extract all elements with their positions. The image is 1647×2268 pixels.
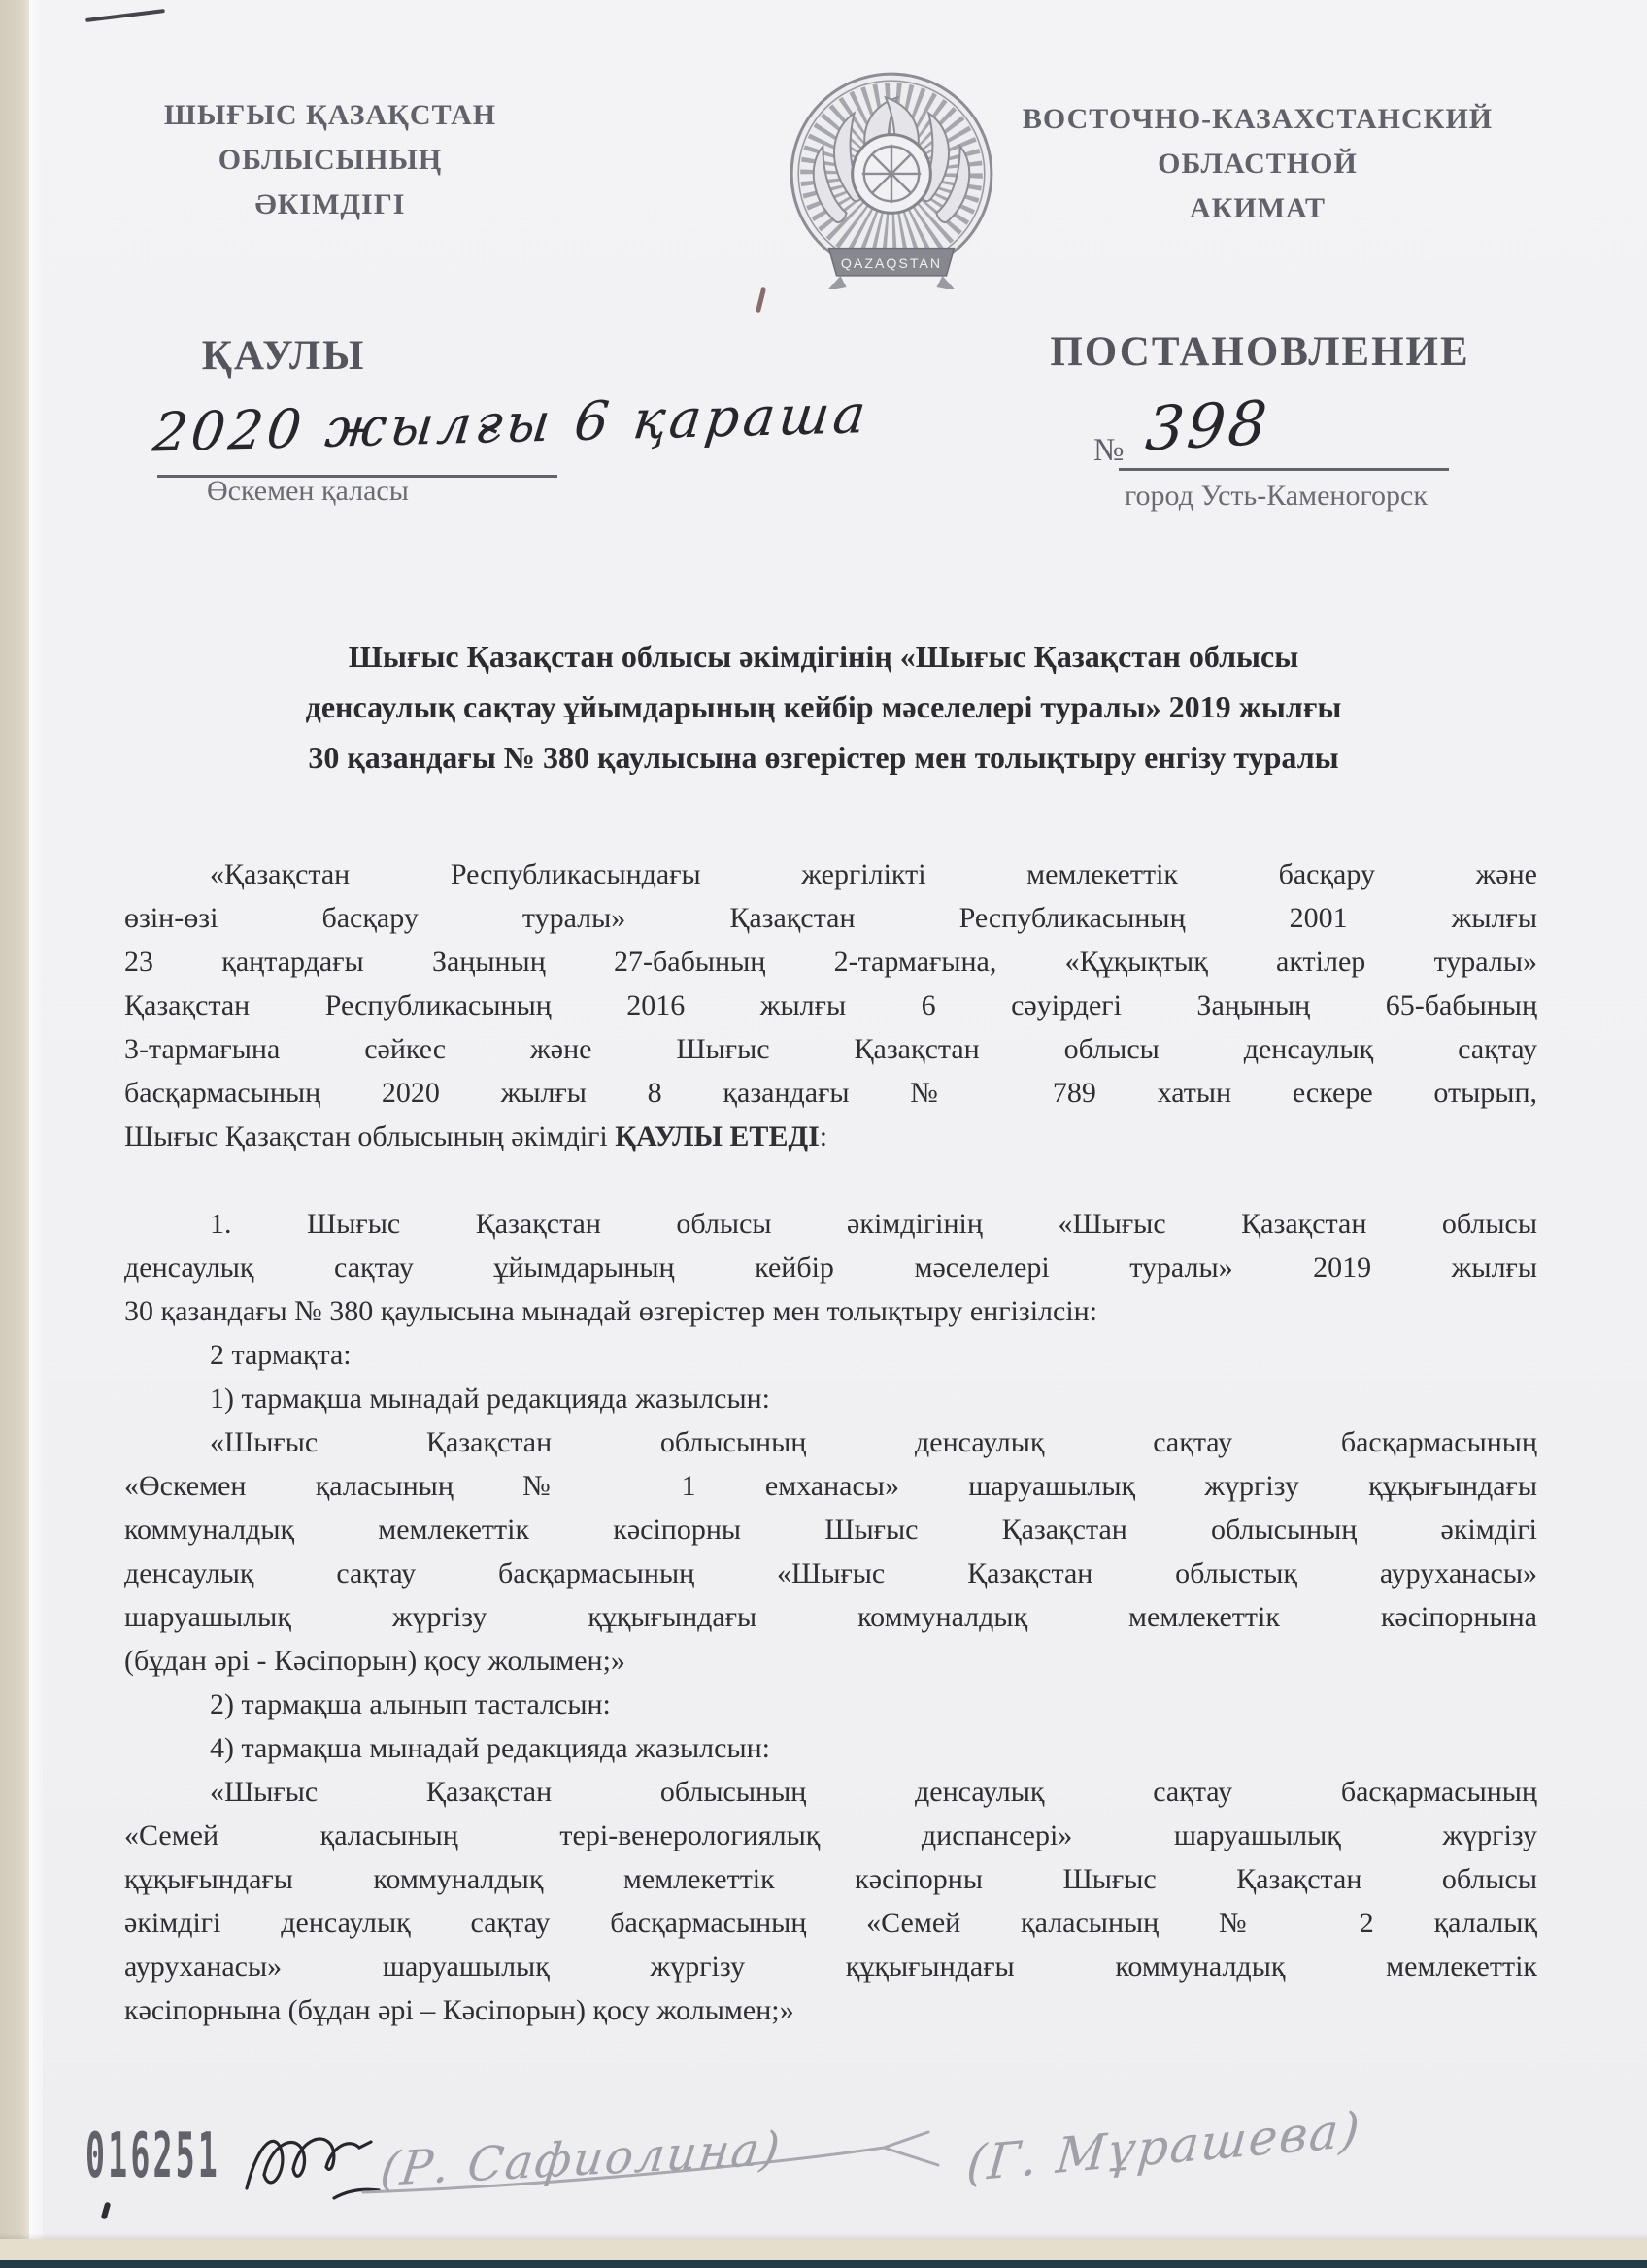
body-line: денсаулық сақтау ұйымдарының кейбір мәселелері туралы» 2019 жылғы [124,1251,1537,1284]
doc-type-russian: ПОСТАНОВЛЕНИЕ [1050,329,1470,375]
title-line: Шығыс Қазақстан облысы әкімдігінің «Шығыс Қазақстан облысы [348,639,1299,674]
body-line: шаруашылық жүргізу құқығындағы коммуналдық мемлекеттік кәсіпорнына [124,1601,1537,1633]
decree-body [124,852,1537,2032]
title-line: денсаулық сақтау ұйымдарының кейбір мәселелері туралы» 2019 жылғы [305,689,1342,724]
issuer-kk-line: ОБЛЫСЫНЫҢ [218,144,443,176]
issuer-ru-line: ОБЛАСТНОЙ [1158,148,1358,180]
body-line: денсаулық сақтау басқармасының «Шығыс Қазақстан облыстық ауруханасы» [124,1557,1537,1589]
pencil-signature-name-2: (Г. Мұрашева) [964,2100,1364,2193]
body-line: Қазақстан Республикасының 2016 жылғы 6 сәуірдегі Заңының 65-бабының [124,989,1537,1021]
paragraph-gap [124,1158,1537,1202]
doc-type-kazakh: ҚАУЛЫ [201,333,366,379]
body-line: 30 қазандағы № 380 қаулысына мынадай өзгерістер мен толықтыру енгізілсін: [124,1295,1098,1327]
body-line: «Өскемен қаласының № 1 емханасы» шаруашылық жүргізу құқығындағы [124,1470,1537,1502]
issuer-kk-line: ӘКІМДІГІ [254,188,406,220]
decree-title [134,631,1513,783]
title-line: 30 қазандағы № 380 қаулысына өзгерістер мен толықтыру енгізу туралы [308,740,1339,775]
form-serial-stamp: 016251 [85,2120,220,2192]
body-line: «Семей қаласының тері-венерологиялық диспансері» шаруашылық жүргізу [124,1819,1537,1851]
body-line: (бұдан әрі - Кәсіпорын) қосу жолымен;» [124,1645,625,1677]
body-line: ауруханасы» шаруашылық жүргізу құқығындағы коммуналдық мемлекеттік [124,1951,1537,1983]
resolution-keyword: ҚАУЛЫ ЕТЕДІ [615,1120,820,1152]
body-line: өзін-өзі басқару туралы» Қазақстан Республикасының 2001 жылғы [124,902,1537,934]
issuer-name-russian [1010,97,1505,231]
handwritten-date: 2020 жылғы 6 қараша [150,383,873,464]
number-sign: № [1093,433,1125,468]
body-line: басқармасының 2020 жылғы 8 қазандағы № 789 хатын ескере отырып, [124,1077,1537,1109]
scan-edge-bottom [0,2239,1647,2260]
pen-mark-top-left [85,9,165,22]
body-line: «Шығыс Қазақстан облысының денсаулық сақтау басқармасының [210,1426,1537,1458]
emblem-banner-text: QAZAQSTAN [840,254,943,271]
place-russian: город Усть-Каменогорск [1125,480,1428,512]
scan-edge-left [0,0,29,2268]
pencil-signature-name-1: (Р. Сафиолина) [377,2120,785,2198]
scan-edge-left-highlight [29,0,43,2268]
number-underline [1119,468,1449,471]
body-line: 3-тармағына сәйкес және Шығыс Қазақстан облысы денсаулық сақтау [124,1033,1537,1065]
body-line: 2) тармақша алынып тасталсын: [210,1688,611,1720]
issuer-ru-line: ВОСТОЧНО-КАЗАХСТАНСКИЙ [1022,103,1494,135]
body-line: 1) тармақша мынадай редакцияда жазылсын: [210,1383,771,1415]
coat-of-arms-graphic [783,64,1000,289]
handwritten-number: 398 [1142,386,1273,465]
kazakhstan-coat-of-arms [783,64,1000,289]
scan-edge-bottom-line [0,2260,1647,2268]
body-line: «Қазақстан Республикасындағы жергілікті мемлекеттік басқару және [210,858,1537,890]
body-line: құқығындағы коммуналдық мемлекеттік кәсіпорны Шығыс Қазақстан облысы [124,1863,1537,1895]
body-line-resolution [124,1115,1537,1158]
resolution-pre: Шығыс Қазақстан облысының әкімдігі [124,1120,616,1152]
issuer-kk-line: ШЫҒЫС ҚАЗАҚСТАН [163,99,497,131]
pen-mark-bottom [101,2202,112,2220]
resolution-post: : [819,1120,828,1152]
body-line: «Шығыс Қазақстан облысының денсаулық сақтау басқармасының [210,1776,1537,1808]
body-line: әкімдігі денсаулық сақтау басқармасының «Семей қаласының № 2 қалалық [124,1907,1537,1939]
body-line: коммуналдық мемлекеттік кәсіпорны Шығыс Қазақстан облысының әкімдігі [124,1514,1537,1546]
body-line: 2 тармақта: [210,1339,352,1371]
body-line: кәсіпорнына (бұдан әрі – Кәсіпорын) қосу жолымен;» [124,1994,794,2026]
issuer-name-kazakh [87,93,573,227]
body-line: 1. Шығыс Қазақстан облысы әкімдігінің «Шығыс Қазақстан облысы [210,1208,1537,1240]
body-line: 4) тармақша мынадай редакцияда жазылсын: [210,1732,771,1764]
place-kazakh: Өскемен қаласы [207,475,409,507]
issuer-ru-line: АКИМАТ [1189,192,1327,224]
body-line: 23 қаңтардағы Заңының 27-бабының 2-тармағына, «Құқықтық актілер туралы» [124,946,1537,978]
pen-mark-below-emblem [756,287,766,313]
